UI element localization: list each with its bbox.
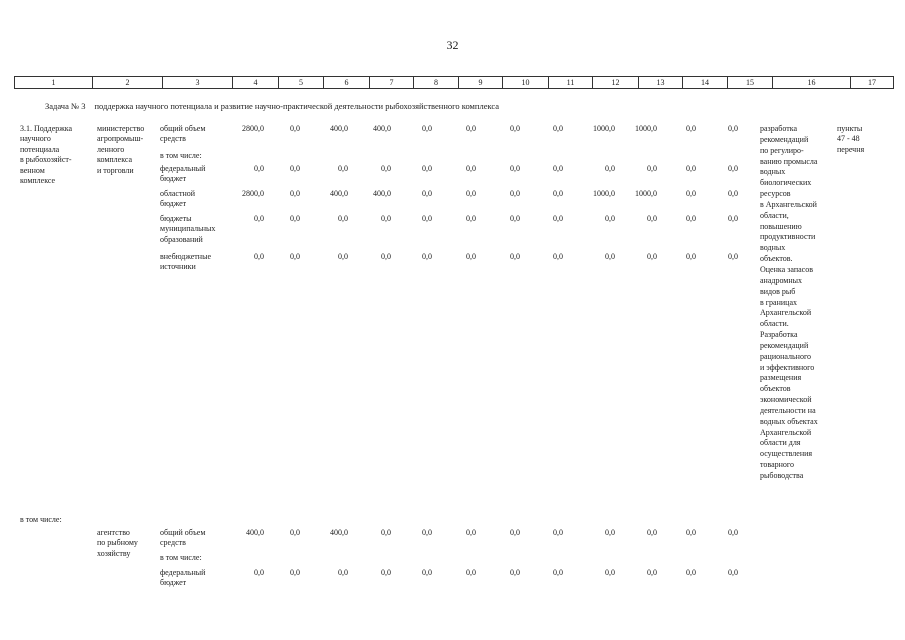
funding-value: 0,0 — [466, 528, 476, 537]
header-column-number: 16 — [773, 77, 851, 89]
funding-value: 0,0 — [290, 214, 300, 223]
funding-value: 0,0 — [510, 252, 520, 261]
funding-value: 0,0 — [422, 189, 432, 198]
funding-value: 0,0 — [254, 164, 264, 173]
header-row — [15, 77, 894, 89]
funding-source-label: бюджеты муниципальных образований — [160, 214, 216, 244]
funding-value: 0,0 — [728, 568, 738, 577]
funding-value: 0,0 — [553, 124, 563, 133]
sub-label: в том числе: — [20, 515, 62, 524]
task-text: поддержка научного потенциала и развитие научно-практической деятельности рыбохозяйственного комплекса — [94, 101, 500, 111]
funding-value: 0,0 — [728, 164, 738, 173]
funding-value: 0,0 — [290, 124, 300, 133]
page-number: 32 — [446, 38, 459, 52]
column-number-header — [14, 76, 894, 89]
funding-value: 0,0 — [553, 528, 563, 537]
funding-value: 0,0 — [381, 528, 391, 537]
funding-value: 0,0 — [510, 214, 520, 223]
funding-value: 0,0 — [510, 124, 520, 133]
funding-value: 0,0 — [290, 528, 300, 537]
funding-value: 0,0 — [647, 528, 657, 537]
funding-value: 0,0 — [728, 189, 738, 198]
funding-value: 0,0 — [290, 164, 300, 173]
funding-value: 0,0 — [422, 528, 432, 537]
funding-value: 0,0 — [647, 568, 657, 577]
funding-value: 0,0 — [381, 568, 391, 577]
funding-value: 400,0 — [373, 124, 391, 133]
funding-value: 0,0 — [686, 164, 696, 173]
funding-value: 0,0 — [686, 252, 696, 261]
funding-value: 400,0 — [373, 189, 391, 198]
funding-value: 1000,0 — [635, 124, 657, 133]
funding-value: 0,0 — [686, 214, 696, 223]
funding-value: 0,0 — [466, 214, 476, 223]
header-column-number: 15 — [728, 77, 773, 89]
funding-value: 0,0 — [647, 164, 657, 173]
funding-value: 0,0 — [686, 189, 696, 198]
funding-value: 0,0 — [728, 528, 738, 537]
funding-value: 0,0 — [605, 252, 615, 261]
funding-source-label: федеральный бюджет — [160, 164, 206, 184]
header-column-number: 11 — [549, 77, 593, 89]
funding-value: 0,0 — [466, 164, 476, 173]
funding-value: 400,0 — [330, 189, 348, 198]
funding-value: 0,0 — [605, 214, 615, 223]
funding-value: 400,0 — [246, 528, 264, 537]
funding-value: 0,0 — [686, 124, 696, 133]
funding-value: 0,0 — [254, 214, 264, 223]
funding-value: 1000,0 — [635, 189, 657, 198]
funding-value: 0,0 — [647, 214, 657, 223]
funding-value: 0,0 — [686, 528, 696, 537]
funding-value: 1000,0 — [593, 189, 615, 198]
funding-value: 0,0 — [728, 252, 738, 261]
header-column-number: 17 — [851, 77, 894, 89]
funding-value: 1000,0 — [593, 124, 615, 133]
funding-value: 0,0 — [553, 252, 563, 261]
funding-value: 0,0 — [381, 164, 391, 173]
funding-value: 0,0 — [728, 214, 738, 223]
funding-value: 0,0 — [553, 568, 563, 577]
funding-value: 0,0 — [338, 214, 348, 223]
funding-value: 0,0 — [605, 164, 615, 173]
funding-value: 0,0 — [254, 568, 264, 577]
funding-value: 0,0 — [647, 252, 657, 261]
header-column-number: 7 — [370, 77, 414, 89]
funding-value: 0,0 — [381, 214, 391, 223]
funding-value: 0,0 — [466, 189, 476, 198]
measure-name: 3.1. Поддержка научного потенциала в рыбохозяйст- венном комплексе — [20, 124, 73, 186]
measure-executor: министерство агропромыш- ленного комплекса и торговли — [97, 124, 145, 175]
funding-value: 0,0 — [338, 164, 348, 173]
funding-value: 2800,0 — [242, 124, 264, 133]
funding-value: 0,0 — [605, 568, 615, 577]
funding-value: 0,0 — [290, 568, 300, 577]
funding-value: 0,0 — [686, 568, 696, 577]
funding-value: 0,0 — [553, 189, 563, 198]
funding-source-label: общий объем средств — [160, 124, 206, 144]
funding-value: 0,0 — [338, 568, 348, 577]
funding-value: 0,0 — [290, 252, 300, 261]
funding-value: 0,0 — [290, 189, 300, 198]
header-column-number: 5 — [279, 77, 324, 89]
funding-source-label: областной бюджет — [160, 189, 196, 209]
funding-source-label: в том числе: — [160, 553, 202, 562]
header-column-number: 4 — [233, 77, 279, 89]
funding-value: 0,0 — [510, 164, 520, 173]
funding-value: 0,0 — [553, 214, 563, 223]
funding-value: 0,0 — [338, 252, 348, 261]
task-line — [45, 101, 508, 111]
funding-value: 0,0 — [381, 252, 391, 261]
funding-value: 0,0 — [728, 124, 738, 133]
funding-source-label: федеральный бюджет — [160, 568, 206, 588]
funding-value: 0,0 — [466, 568, 476, 577]
funding-source-label: в том числе: — [160, 151, 202, 160]
funding-value: 0,0 — [553, 164, 563, 173]
task-label: Задача № 3 — [45, 101, 86, 111]
header-column-number: 8 — [414, 77, 459, 89]
funding-value: 0,0 — [605, 528, 615, 537]
header-column-number: 2 — [93, 77, 163, 89]
funding-value: 0,0 — [254, 252, 264, 261]
measure-result: разработка рекомендаций по регулиро- ванию промысла водных биологических ресурсов в Архангельской области, повышению продуктивности водных объектов. Оценка запасов анадромных видов рыб в границах Архангельской области. Разработка рекомендаций рационального и эффективного размещения объектов экономической деятельности на водных объектах Архангельской области для осуществления товарного рыбоводства — [760, 124, 818, 480]
funding-value: 0,0 — [422, 252, 432, 261]
funding-source-label: общий объем средств — [160, 528, 206, 548]
header-column-number: 13 — [639, 77, 683, 89]
funding-value: 400,0 — [330, 528, 348, 537]
funding-value: 0,0 — [422, 214, 432, 223]
funding-value: 0,0 — [422, 124, 432, 133]
agency-executor: агентство по рыбному хозяйству — [97, 528, 138, 558]
funding-value: 0,0 — [510, 528, 520, 537]
funding-value: 400,0 — [330, 124, 348, 133]
funding-value: 0,0 — [466, 124, 476, 133]
header-column-number: 9 — [459, 77, 503, 89]
header-column-number: 10 — [503, 77, 549, 89]
funding-value: 0,0 — [466, 252, 476, 261]
funding-value: 0,0 — [422, 164, 432, 173]
funding-value: 0,0 — [422, 568, 432, 577]
header-column-number: 1 — [15, 77, 93, 89]
funding-value: 2800,0 — [242, 189, 264, 198]
funding-source-label: внебюджетные источники — [160, 252, 211, 272]
header-column-number: 12 — [593, 77, 639, 89]
funding-value: 0,0 — [510, 189, 520, 198]
header-column-number: 3 — [163, 77, 233, 89]
header-column-number: 6 — [324, 77, 370, 89]
funding-value: 0,0 — [510, 568, 520, 577]
header-column-number: 14 — [683, 77, 728, 89]
measure-points: пункты 47 - 48 перечня — [837, 124, 865, 154]
